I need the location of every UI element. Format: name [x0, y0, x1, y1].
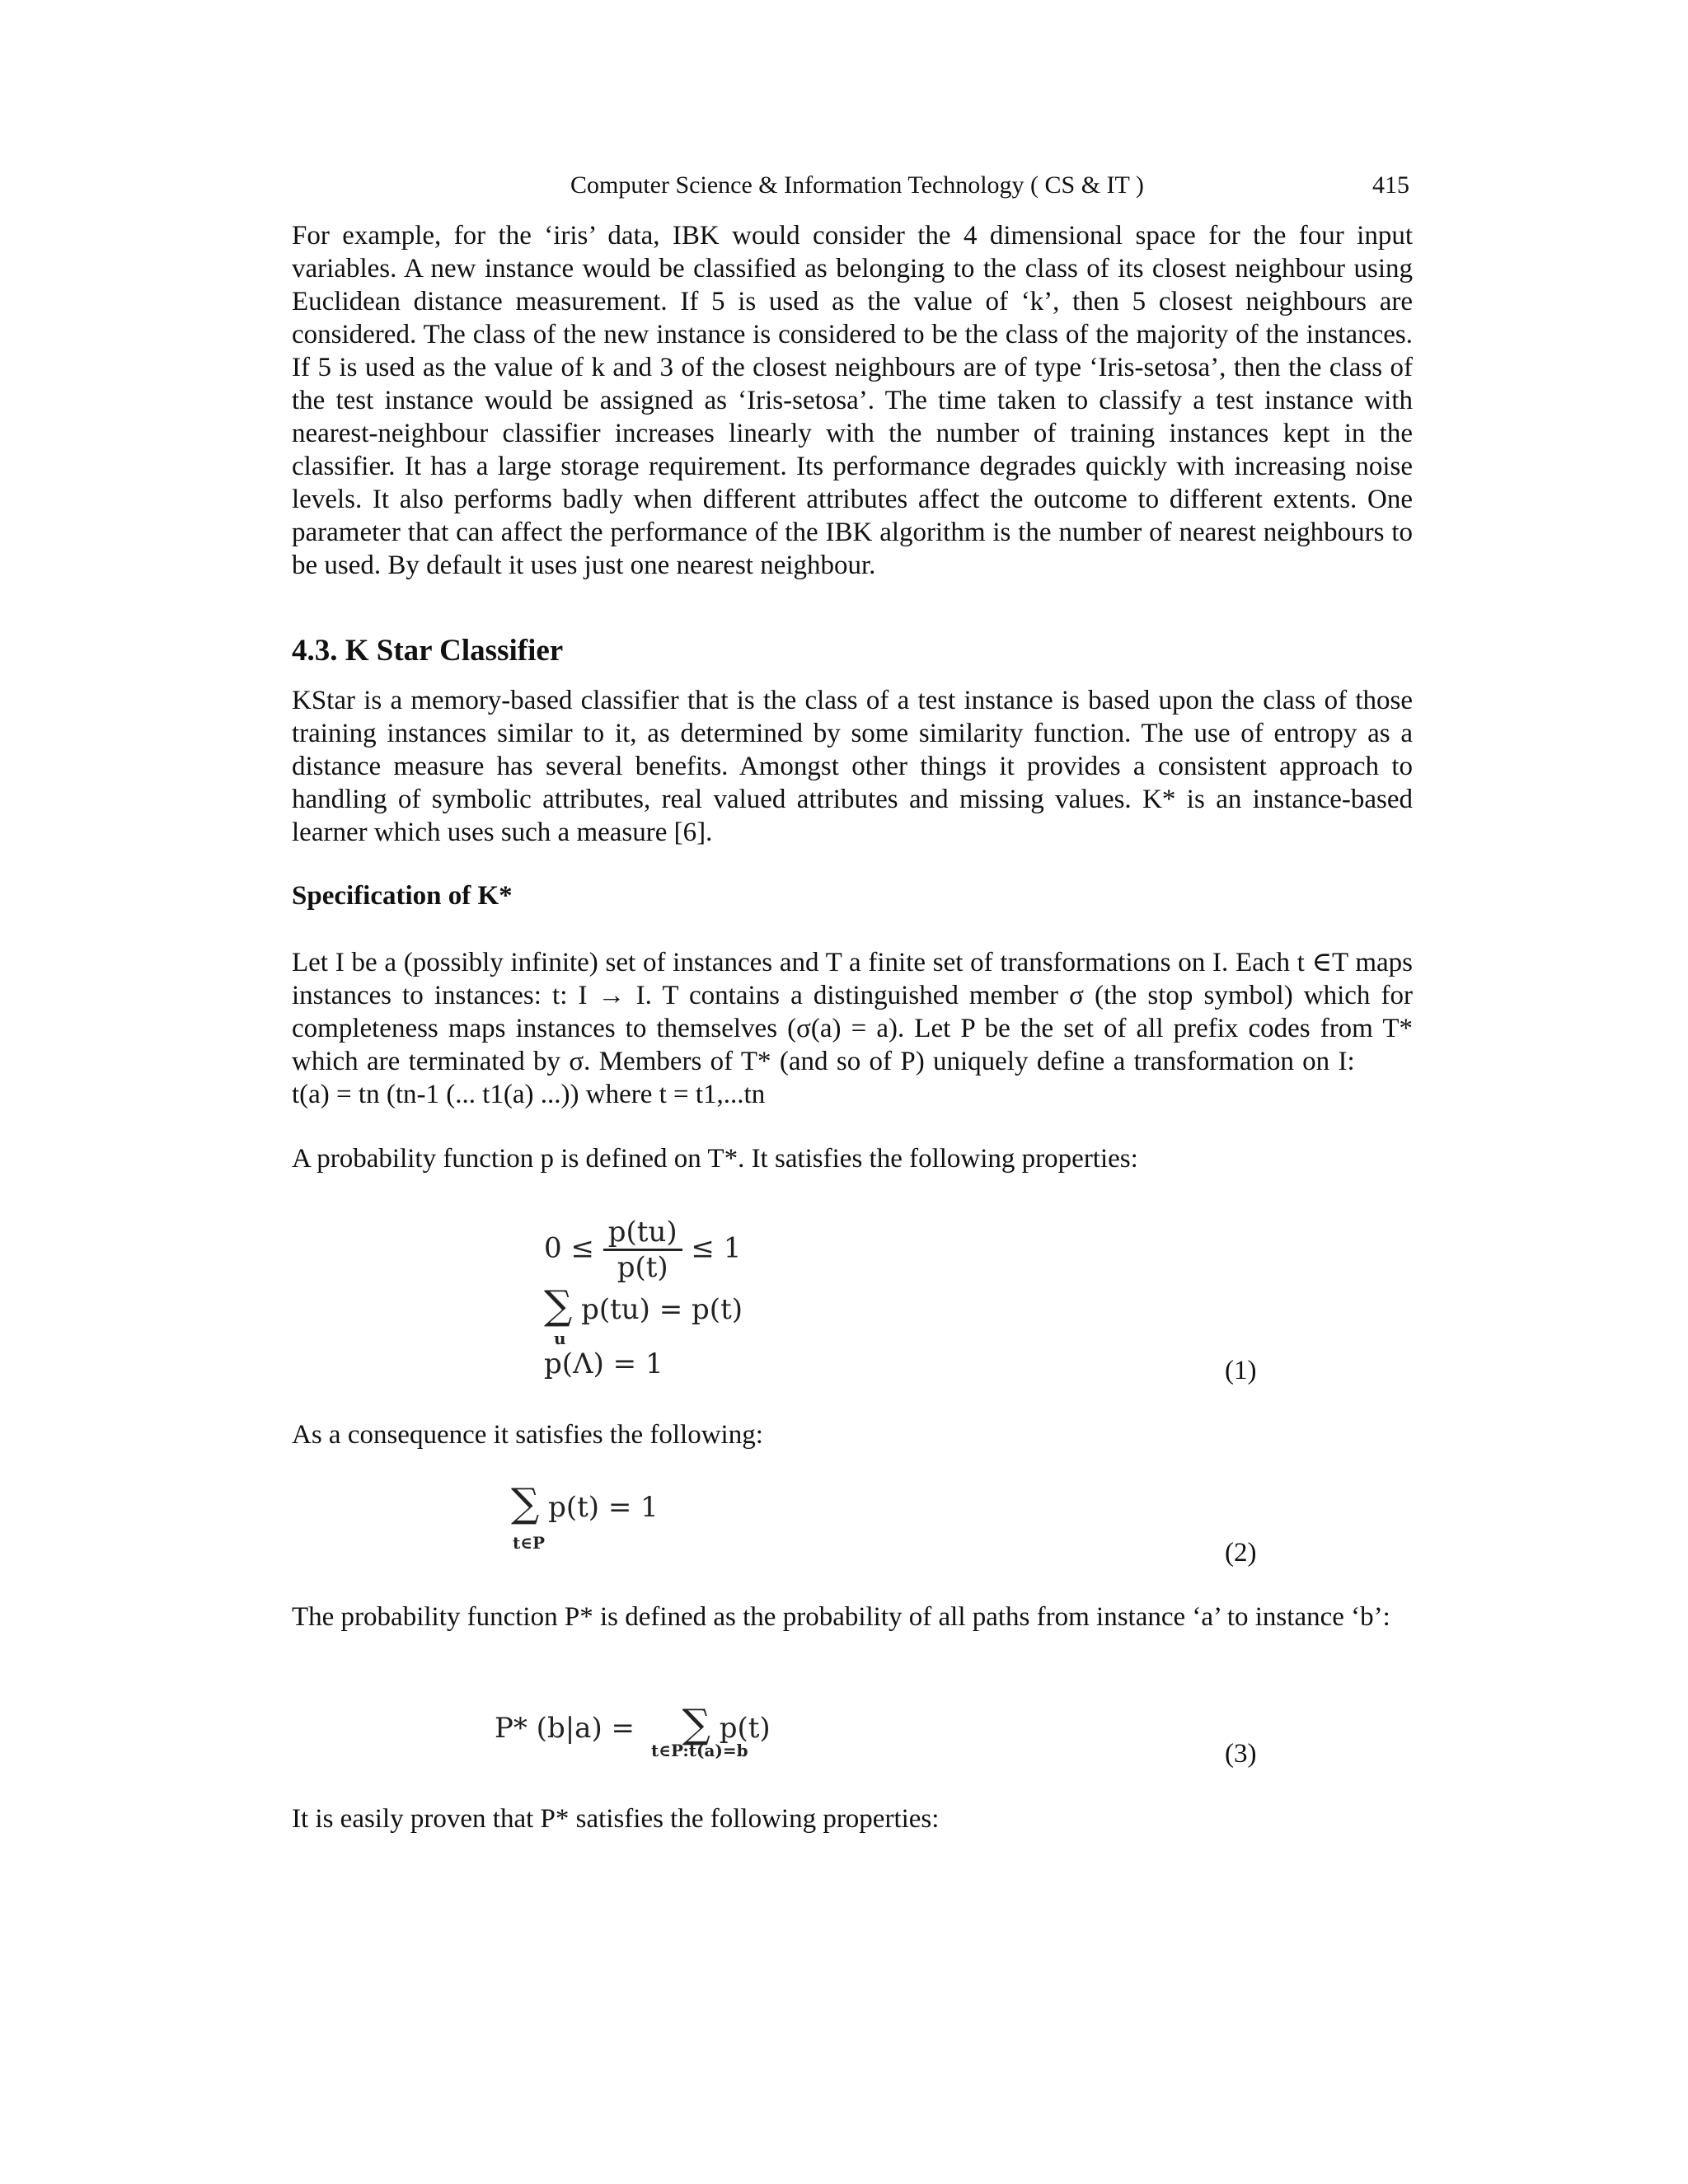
eq1-denominator: p(t) — [617, 1251, 668, 1284]
equation-1-lambda: p(Λ) = 1 — [544, 1347, 663, 1380]
section-heading: 4.3. K Star Classifier — [292, 634, 564, 668]
sum-symbol-icon: ∑ — [682, 1701, 710, 1747]
paragraph-ibk: For example, for the ‘iris’ data, IBK would consider the 4 dimensional space for the four input variables. A new instance would be classified as belonging to the class of its closest neighbour using Euclidean distance measurement. If 5 is used as the value of ‘k’, then 5 closest neighbours are considered. The class of the new instance is considered to be the class of the majority of the instances. If 5 is used as the value of k and 3 of the closest neighbours are of type ‘Iris-setosa’, then the class of the test instance would be assigned as ‘Iris-setosa’. The time taken to classify a test instance with nearest-neighbour classifier increases linearly with the number of training instances kept in the classifier. It has a large storage requirement. Its performance degrades quickly with increasing noise levels. It also performs badly when different attributes affect the outcome to different extents. One parameter that can affect the performance of the IBK algorithm is the number of nearest neighbours to be used. By default it uses just one nearest neighbour. — [292, 221, 1413, 580]
equation-1-number: (1) — [1225, 1356, 1257, 1385]
eq1-sum-subscript: u — [554, 1329, 566, 1348]
paragraph-pstar: The probability function P* is defined as the probability of all paths from instance ‘a’ to instance ‘b’: — [292, 1602, 1390, 1632]
paragraph-specification — [292, 946, 1413, 1111]
transformation-formula: t(a) = tn (tn-1 (... t1(a) ...)) where t = t1,...tn — [292, 1080, 766, 1109]
equation-3-number: (3) — [1225, 1739, 1257, 1769]
eq2-body: p(t) = 1 — [548, 1491, 659, 1524]
eq1-zero: 0 ≤ — [544, 1231, 594, 1265]
equation-1-sum — [544, 1282, 743, 1329]
equation-2-number: (2) — [1225, 1538, 1257, 1568]
eq1-fraction — [603, 1216, 682, 1284]
specification-text: Let I be a (possibly infinite) set of instances and T a finite set of transformations on I. Each t ∈T maps instances to instances: t: I → I. T contains a distinguished member σ (the stop symbol) which for completeness maps instances to themselves (σ(a) = a). Let P be the set of all prefix codes from T* which are terminated by σ. Members of T* (and so of P) uniquely define a transformation on I: — [292, 948, 1413, 1076]
paragraph-consequence: As a consequence it satisfies the following: — [292, 1420, 763, 1450]
eq1-numerator: p(tu) — [603, 1216, 682, 1251]
page-number: 415 — [1372, 171, 1409, 199]
eq3-lhs: P* (b|a) = — [495, 1712, 635, 1745]
equation-1-ratio — [544, 1216, 741, 1284]
equation-2 — [511, 1480, 659, 1526]
eq2-subscript: t∈P — [513, 1533, 546, 1553]
paragraph-probability: A probability function p is defined on T*. It satisfies the following properties: — [292, 1144, 1138, 1174]
eq1-le-one: ≤ 1 — [691, 1231, 742, 1265]
sum-symbol-icon: ∑ — [511, 1480, 540, 1526]
running-header: Computer Science & Information Technology ( CS & IT ) — [570, 171, 1144, 199]
paragraph-kstar: KStar is a memory-based classifier that is the class of a test instance is based upon the class of those training instances similar to it, as determined by some similarity function. The use of entropy as a distance measure has several benefits. Amongst other things it provides a consistent approach to handling of symbolic attributes, real valued attributes and missing values. K* is an instance-based learner which uses such a measure [6]. — [292, 686, 1413, 847]
equation-3 — [495, 1701, 771, 1747]
eq1-sum-body: p(tu) = p(t) — [581, 1293, 743, 1326]
paragraph-properties: It is easily proven that P* satisfies the following properties: — [292, 1804, 940, 1834]
eq3-body: p(t) — [719, 1712, 771, 1745]
subheading-specification: Specification of K* — [292, 881, 513, 911]
eq3-subscript: t∈P:t(a)=b — [651, 1741, 748, 1760]
sum-symbol-icon: ∑ — [544, 1282, 573, 1329]
